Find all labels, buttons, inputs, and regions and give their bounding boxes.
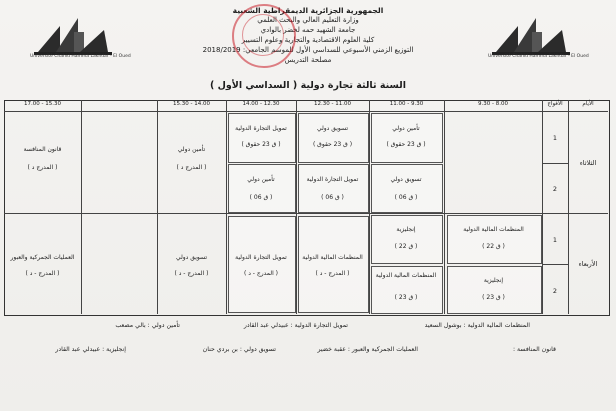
header-slot4: 12.30 - 14.00 bbox=[242, 101, 280, 107]
session-room: ( المدرج - د ) bbox=[243, 270, 279, 277]
session-subject: إنجليزية bbox=[483, 277, 504, 284]
session-subject: العمليات الجمركية والعبور bbox=[10, 254, 75, 261]
teacher-note: العمليات الجمركية والعبور : عقبة خضير bbox=[317, 346, 418, 353]
col-line bbox=[444, 100, 445, 314]
col-line bbox=[81, 100, 82, 314]
teacher-note: قانون المنافسة : bbox=[512, 346, 556, 353]
page-title: السنة ثالثة تجارة دولية ( السداسي الأول ) bbox=[209, 80, 407, 91]
tuesday-group-1: 1 bbox=[552, 134, 558, 142]
session-room: ( ق 06 ) bbox=[321, 194, 344, 201]
col-line bbox=[568, 100, 569, 314]
session-subject: المنظمات المالية الدولية bbox=[302, 254, 363, 261]
tuesday-group-2: 2 bbox=[552, 185, 558, 193]
session-room: ( ق 22 ) bbox=[482, 243, 505, 250]
session-room: ( ق 23 حقوق ) bbox=[241, 141, 281, 148]
session-room: ( ق 23 ) bbox=[482, 294, 505, 301]
session-subject: تمويل التجارة الدولية bbox=[235, 125, 287, 132]
university-logo-right bbox=[488, 12, 589, 59]
right-logo-caption: Université Chahid Hamma Lakhdar - El Oued bbox=[488, 54, 589, 59]
session-subject: تأمين دولي bbox=[247, 176, 275, 183]
session-room: ( ق 06 ) bbox=[249, 194, 273, 201]
left-logo-caption: Université Chahid Hamma Lakhdar - El Oued bbox=[30, 54, 131, 59]
department-line: مصلحة التدريس bbox=[284, 56, 332, 64]
header-slot6: 15.30 - 17.00 bbox=[24, 101, 61, 107]
session-subject: المنظمات المالية الدولية bbox=[463, 226, 524, 233]
col-line bbox=[157, 100, 158, 314]
session-room: ( المدرج - د ) bbox=[315, 270, 350, 277]
session-cell bbox=[371, 113, 443, 163]
day-tuesday: الثلاثاء bbox=[579, 159, 597, 167]
session-subject: تمويل التجارة الدولية bbox=[306, 176, 359, 183]
faculty-line: كلية العلوم الاقتصادية والتجارية وعلوم التسيير bbox=[241, 36, 375, 44]
header-slot3: 11.00 - 12.30 bbox=[314, 101, 351, 107]
session-subject: تأمين دولي bbox=[177, 146, 206, 153]
header-day: الأيام bbox=[582, 101, 594, 107]
wednesday-group-1: 1 bbox=[552, 236, 558, 244]
timetable-line: التوزيع الزمني الأسبوعي للسداسي الأول للموسم الجامعي: 2018/2019 bbox=[202, 46, 414, 54]
session-subject: تسويق دولي bbox=[316, 125, 349, 132]
session-room: ( ق 23 حقوق ) bbox=[386, 141, 426, 148]
session-cell bbox=[447, 266, 542, 314]
session-cell bbox=[298, 216, 369, 313]
col-line bbox=[369, 100, 370, 314]
wednesday-group-2: 2 bbox=[552, 287, 558, 295]
session-room: ( المدرج - د ) bbox=[174, 270, 209, 277]
teacher-note: المنظمات المالية الدولية : بوشول السعيد bbox=[424, 322, 530, 329]
ministry-line: وزارة التعليم العالي والبحث العلمي bbox=[257, 16, 359, 24]
col-line bbox=[542, 100, 543, 314]
session-subject: المنظمات المالية الدولية bbox=[375, 272, 437, 279]
teacher-note: تسويق دولي : بن بردي حنان bbox=[202, 346, 276, 353]
session-subject: تسويق دولي bbox=[390, 176, 422, 183]
session-room: ( المدرج د ) bbox=[176, 164, 207, 171]
row-line bbox=[542, 264, 568, 265]
session-subject: تمويل التجارة الدولية bbox=[235, 254, 287, 261]
official-stamp-inner bbox=[242, 14, 284, 56]
session-subject: قانون المنافسة bbox=[23, 146, 62, 153]
session-room: ( المدرج د ) bbox=[27, 164, 58, 171]
university-line: جامعة الشهيد حمه لخضر بالوادي bbox=[260, 26, 356, 34]
teacher-note: تأمين دولي : بالي مصعب bbox=[115, 322, 180, 329]
header-slot1: 8.00 - 9.30 bbox=[478, 101, 508, 107]
session-subject: تأمين دولي bbox=[392, 125, 420, 132]
header-slot5: 14.00 - 15.30 bbox=[173, 101, 210, 107]
teacher-note: تمويل التجارة الدولية : عبيدلي عبد القادر bbox=[243, 322, 348, 329]
session-subject: إنجليزية bbox=[396, 226, 416, 233]
university-logo-left bbox=[30, 12, 131, 59]
session-room: ( ق 23 ) bbox=[394, 294, 418, 301]
session-cell bbox=[371, 164, 443, 213]
session-cell bbox=[228, 216, 296, 313]
session-subject: تسويق دولي bbox=[175, 254, 208, 261]
session-room: ( ق 06 ) bbox=[394, 194, 418, 201]
col-line bbox=[226, 100, 227, 314]
republic-line: الجمهورية الجزائرية الديمقراطية الشعبية bbox=[232, 6, 384, 15]
row-line bbox=[542, 163, 568, 164]
session-cell bbox=[298, 113, 369, 163]
session-cell bbox=[447, 215, 542, 264]
session-cell bbox=[228, 113, 296, 163]
session-cell bbox=[371, 215, 443, 264]
day-wednesday: الأربعاء bbox=[578, 260, 598, 268]
session-cell bbox=[298, 164, 369, 213]
session-room: ( المدرج - د ) bbox=[25, 270, 60, 277]
teacher-note: إنجليزية : عبيدلي عبد القادر bbox=[55, 346, 126, 353]
session-room: ( ق 23 حقوق ) bbox=[312, 141, 353, 148]
session-room: ( ق 22 ) bbox=[394, 243, 418, 250]
session-cell bbox=[228, 164, 296, 213]
row-line bbox=[4, 213, 608, 214]
header-slot2: 9.30 - 11.00 bbox=[389, 101, 424, 107]
col-line bbox=[296, 100, 297, 314]
header-group: الأفواج bbox=[547, 101, 563, 107]
row-line bbox=[4, 111, 608, 112]
